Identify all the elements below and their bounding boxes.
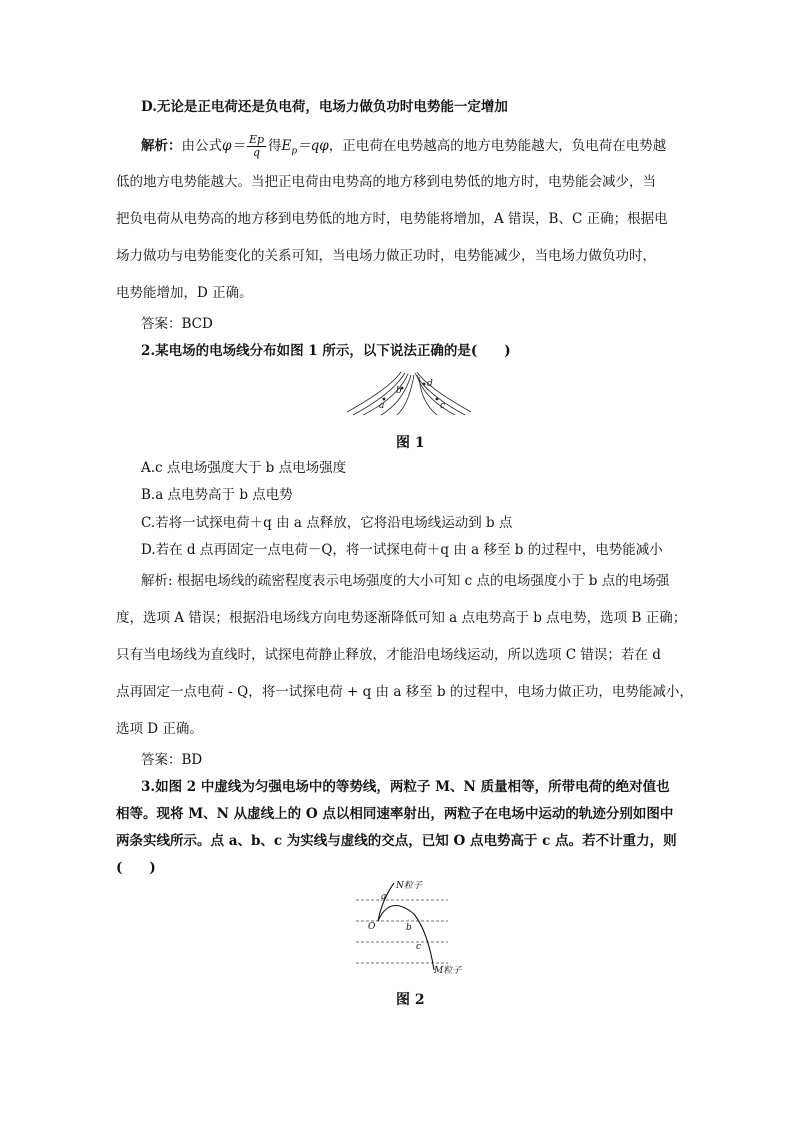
m-particle-trajectory <box>378 905 434 970</box>
q2-option-d: D.若在 d 点再固定一点电荷－Q，将一试探电荷＋q 由 a 移至 b 的过程中，电势能减小 <box>141 542 663 558</box>
formula-phi: φ＝ <box>222 138 245 154</box>
figure-2-trajectories <box>340 874 476 982</box>
analysis-label: 解析： <box>141 138 182 154</box>
label-o: O <box>368 922 376 932</box>
q2-analysis-line-2: 度，选项 A 错误；根据沿电场线方向电势逐渐降低可知 a 点电势高于 b 点电势，选项 B 正确； <box>116 610 687 626</box>
q2-option-b: B.a 点电势高于 b 点电势 <box>141 487 293 503</box>
q1-analysis-line-1 <box>141 134 666 162</box>
q1-analysis-line-2: 低的地方电势能越大。当把正电荷由电势高的地方移到电势低的地方时，电势能会减少，当 <box>116 174 656 190</box>
q3-stem-line-3: 两条实线所示。点 a、b、c 为实线与虚线的交点，已知 O 点电势高于 c 点。若不计重力，则 <box>116 833 677 849</box>
point-d-dot <box>423 383 426 386</box>
formula-ep-sub: p <box>291 146 298 157</box>
fraction-numerator: Ep <box>248 133 265 146</box>
q1-analysis-line-4: 场力做功与电势能变化的关系可知，当电场力做正功时，电势能减少，当电场力做负功时， <box>116 248 656 264</box>
q2-stem: 2.某电场的电场线分布如图 1 所示，以下说法正确的是( ) <box>141 343 511 359</box>
formula-rhs: ＝qφ <box>297 138 329 154</box>
analysis-text-tail: ，正电荷在电势越高的地方电势能越大，负电荷在电势越 <box>328 138 667 154</box>
label-b: b <box>406 923 412 933</box>
q3-stem-line-1: 3.如图 2 中虚线为匀强电场中的等势线，两粒子 M、N 质量相等，所带电荷的绝对值也 <box>141 779 670 795</box>
formula-de: 得 <box>268 138 282 154</box>
label-a: a <box>381 892 387 902</box>
q2-option-a: A.c 点电场强度大于 b 点电场强度 <box>141 460 347 476</box>
label-a: a <box>379 401 385 411</box>
q2-analysis-line-5: 选项 D 正确。 <box>116 721 203 737</box>
q1-analysis-line-5: 电势能增加，D 正确。 <box>116 285 253 301</box>
label-d: d <box>427 379 433 389</box>
label-c: c <box>440 401 446 411</box>
q2-analysis-line-3: 只有当电场线为直线时，试探电荷静止释放，才能沿电场线运动，所以选项 C 错误；若在 d <box>116 647 661 663</box>
label-n-particle: N粒子 <box>396 881 422 891</box>
label-m-particle: M粒子 <box>434 966 462 976</box>
q1-answer: 答案：BCD <box>141 316 213 332</box>
q2-analysis-line-1: 解析: 根据电场线的疏密程度表示电场强度的大小可知 c 点的电场强度小于 b 点的电场强 <box>141 573 670 589</box>
label-b: b <box>396 386 402 396</box>
q1-analysis-line-3: 把负电荷从电势高的地方移到电势低的地方时，电势能将增加，A 错误，B、C 正确；根据电 <box>116 211 668 227</box>
figure-1-field-lines <box>345 368 473 416</box>
q1-option-d: D.无论是正电荷还是负电荷，电场力做负功时电势能一定增加 <box>141 99 508 115</box>
q2-answer: 答案：BD <box>141 752 203 768</box>
analysis-text: 由公式 <box>181 138 222 154</box>
q3-stem-line-4: ( ) <box>116 860 156 876</box>
point-a-dot <box>383 398 386 401</box>
q2-option-c: C.若将一试探电荷＋q 由 a 点释放，它将沿电场线运动到 b 点 <box>141 515 513 531</box>
figure-2-caption: 图 2 <box>396 992 425 1008</box>
fraction-ep-over-q <box>247 134 266 159</box>
point-c-dot <box>436 398 439 401</box>
formula-ep: E <box>281 138 292 154</box>
fraction-denominator: q <box>252 146 261 159</box>
label-c: c <box>416 942 422 952</box>
q2-analysis-line-4: 点再固定一点电荷 - Q，将一试探电荷 + q 由 a 移至 b 的过程中，电场力做正功，电势能减小， <box>116 684 693 700</box>
q3-stem-line-2: 相等。现将 M、N 从虚线上的 O 点以相同速率射出，两粒子在电场中运动的轨迹分别如图中 <box>116 806 674 822</box>
figure-1-caption: 图 1 <box>396 435 425 451</box>
